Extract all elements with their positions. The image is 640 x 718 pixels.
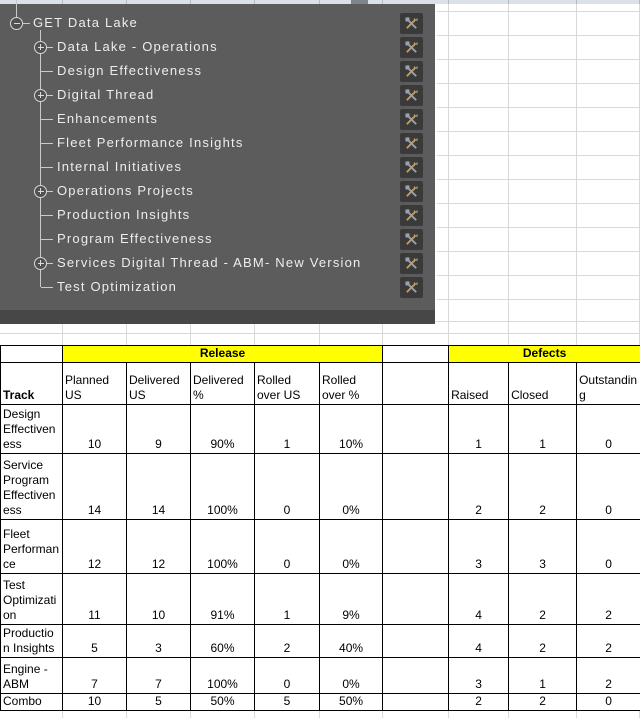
grid-line — [437, 275, 640, 276]
tree-item-label-production-insights[interactable]: Production Insights — [57, 207, 191, 222]
col-header-rolled-over-us: Rolled over US — [255, 363, 320, 405]
grid-line — [126, 321, 127, 345]
release-group-header: Release — [63, 346, 383, 363]
col-header-planned-us: Planned US — [63, 363, 127, 405]
cell: 1 — [509, 405, 577, 454]
cell: 1 — [509, 658, 577, 694]
grid-line — [62, 711, 63, 718]
table-row-engine-abm — [1, 658, 640, 694]
grid-line — [508, 321, 509, 345]
row-label: Design Effectiveness — [1, 405, 63, 454]
grid-line — [437, 59, 640, 60]
grid-line — [437, 11, 640, 12]
expand-plus-icon[interactable] — [34, 257, 47, 270]
tree-item-label-enhancements[interactable]: Enhancements — [57, 111, 159, 126]
col-header-track: Track — [1, 363, 63, 405]
hammer-wrench-icon — [404, 40, 419, 55]
cell: 100% — [191, 520, 255, 574]
cell: 2 — [449, 694, 509, 711]
table-row-service-program-effectiveness — [1, 454, 640, 520]
collapse-minus-icon[interactable] — [10, 17, 23, 30]
grid-line — [0, 333, 640, 334]
cell: 10 — [63, 405, 127, 454]
col-header-blank — [383, 363, 449, 405]
group-header-row — [1, 346, 640, 363]
col-header-raised: Raised — [449, 363, 509, 405]
tree-connector-tick — [41, 71, 53, 72]
grid-line — [254, 711, 255, 718]
grid-line — [437, 179, 640, 180]
cell: 100% — [191, 658, 255, 694]
grid-line — [437, 203, 640, 204]
cell: 1 — [449, 405, 509, 454]
grid-line — [448, 4, 449, 321]
row-tools-button-operations-projects[interactable] — [400, 181, 423, 202]
cell: 10 — [127, 574, 191, 625]
cell: 0 — [577, 454, 640, 520]
table-row-design-effectiveness — [1, 405, 640, 454]
tree-item-label-operations-projects[interactable]: Operations Projects — [57, 183, 194, 198]
grid-line — [437, 131, 640, 132]
tree-connector-tick — [41, 239, 53, 240]
grid-line — [62, 321, 63, 345]
tree-connector-tick — [23, 23, 30, 24]
cell: 3 — [449, 658, 509, 694]
release-defects-table — [0, 345, 640, 711]
cell: 90% — [191, 405, 255, 454]
cell: 100% — [191, 454, 255, 520]
hammer-wrench-icon — [404, 232, 419, 247]
corner-cell — [1, 346, 63, 363]
cell: 2 — [509, 625, 577, 658]
row-tools-button-program-effectiveness[interactable] — [400, 229, 423, 250]
cell: 2 — [577, 658, 640, 694]
cell: 0 — [577, 520, 640, 574]
grid-line — [190, 711, 191, 718]
cell: 0 — [577, 405, 640, 454]
hammer-wrench-icon — [404, 256, 419, 271]
row-tools-button-data-lake-operations[interactable] — [400, 37, 423, 58]
tree-connector-tick — [41, 215, 53, 216]
row-tools-button-internal-initiatives[interactable] — [400, 157, 423, 178]
grid-line — [508, 711, 509, 718]
table-row-fleet-performance — [1, 520, 640, 574]
tree-item-label-program-effectiveness[interactable]: Program Effectiveness — [57, 231, 213, 246]
hammer-wrench-icon — [404, 112, 419, 127]
cell — [383, 574, 449, 625]
grid-line — [576, 4, 577, 321]
cell: 0 — [255, 658, 320, 694]
cell: 10% — [320, 405, 383, 454]
row-tools-button-test-optimization[interactable] — [400, 277, 423, 298]
grid-line — [254, 321, 255, 345]
cell: 1 — [255, 405, 320, 454]
cell: 50% — [320, 694, 383, 711]
cell: 2 — [577, 574, 640, 625]
tree-item-label-design-effectiveness[interactable]: Design Effectiveness — [57, 63, 203, 78]
row-tools-button-fleet-performance-insights[interactable] — [400, 133, 423, 154]
row-tools-button-services-digital-thread-abm-new-version[interactable] — [400, 253, 423, 274]
grid-line — [319, 711, 320, 718]
tree-connector-tick — [41, 287, 53, 288]
hammer-wrench-icon — [404, 280, 419, 295]
tree-item-label-get-data-lake[interactable]: GET Data Lake — [33, 15, 138, 30]
row-tools-button-digital-thread[interactable] — [400, 85, 423, 106]
cell: 0% — [320, 520, 383, 574]
row-label: Production Insights — [1, 625, 63, 658]
row-label: Combo — [1, 694, 63, 711]
tree-item-label-internal-initiatives[interactable]: Internal Initiatives — [57, 159, 183, 174]
hammer-wrench-icon — [404, 160, 419, 175]
grid-line — [448, 321, 449, 345]
row-tools-button-get-data-lake[interactable] — [400, 13, 423, 34]
cell: 4 — [449, 574, 509, 625]
grid-line — [437, 251, 640, 252]
cell: 10 — [63, 694, 127, 711]
row-label: Test Optimization — [1, 574, 63, 625]
grid-line — [437, 107, 640, 108]
spacer-cell — [383, 346, 449, 363]
cell: 1 — [255, 574, 320, 625]
cell: 4 — [449, 625, 509, 658]
row-tools-button-design-effectiveness[interactable] — [400, 61, 423, 82]
tree-item-label-data-lake-operations[interactable]: Data Lake - Operations — [57, 39, 218, 54]
cell: 60% — [191, 625, 255, 658]
col-header-rolled-over-pct: Rolled over % — [320, 363, 383, 405]
cell — [383, 520, 449, 574]
cell: 0 — [255, 520, 320, 574]
hammer-wrench-icon — [404, 208, 419, 223]
tree-connector-tick — [41, 119, 53, 120]
grid-line — [448, 711, 449, 718]
hammer-wrench-icon — [404, 136, 419, 151]
table-row-production-insights — [1, 625, 640, 658]
cell — [383, 694, 449, 711]
col-header-delivered-us: Delivered US — [127, 363, 191, 405]
hammer-wrench-icon — [404, 184, 419, 199]
grid-line — [437, 35, 640, 36]
cell — [383, 405, 449, 454]
cell: 12 — [63, 520, 127, 574]
table-row-combo — [1, 694, 640, 711]
tree-item-label-services-digital-thread-abm-new-version[interactable]: Services Digital Thread - ABM- New Version — [57, 255, 362, 270]
cell: 50% — [191, 694, 255, 711]
cell: 14 — [127, 454, 191, 520]
cell: 7 — [127, 658, 191, 694]
grid-line — [382, 711, 383, 718]
cell: 14 — [63, 454, 127, 520]
tree-item-label-digital-thread[interactable]: Digital Thread — [57, 87, 155, 102]
tree-connector-tick — [41, 167, 53, 168]
grid-line — [576, 711, 577, 718]
cell: 2 — [509, 574, 577, 625]
row-label: Engine - ABM — [1, 658, 63, 694]
column-header-row — [1, 363, 640, 405]
cell — [383, 625, 449, 658]
cell: 40% — [320, 625, 383, 658]
cell — [383, 454, 449, 520]
cell: 12 — [127, 520, 191, 574]
grid-line — [382, 321, 383, 345]
grid-line — [190, 321, 191, 345]
grid-line — [437, 155, 640, 156]
row-tools-button-production-insights[interactable] — [400, 205, 423, 226]
hammer-wrench-icon — [404, 88, 419, 103]
grid-line — [437, 227, 640, 228]
tree-connector-tick — [41, 143, 53, 144]
cell: 2 — [449, 454, 509, 520]
grid-line — [319, 321, 320, 345]
defects-group-header: Defects — [449, 346, 640, 363]
hammer-wrench-icon — [404, 16, 419, 31]
cell: 0% — [320, 658, 383, 694]
col-header-outstanding: Outstanding — [577, 363, 640, 405]
cell: 3 — [127, 625, 191, 658]
row-label: Fleet Performance — [1, 520, 63, 574]
grid-line — [508, 4, 509, 321]
tree-item-label-fleet-performance-insights[interactable]: Fleet Performance Insights — [57, 135, 244, 150]
tree-item-label-test-optimization[interactable]: Test Optimization — [57, 279, 178, 294]
table-row-test-optimization — [1, 574, 640, 625]
cell: 5 — [63, 625, 127, 658]
cell: 2 — [509, 454, 577, 520]
col-header-delivered-pct: Delivered % — [191, 363, 255, 405]
cell: 2 — [509, 694, 577, 711]
grid-line — [437, 83, 640, 84]
hammer-wrench-icon — [404, 64, 419, 79]
cell: 2 — [577, 625, 640, 658]
grid-line — [437, 299, 640, 300]
grid-line — [126, 711, 127, 718]
cell: 91% — [191, 574, 255, 625]
cell: 7 — [63, 658, 127, 694]
row-tools-button-enhancements[interactable] — [400, 109, 423, 130]
cell: 0 — [577, 694, 640, 711]
cell: 3 — [509, 520, 577, 574]
expand-plus-icon[interactable] — [34, 185, 47, 198]
cell — [383, 658, 449, 694]
cell: 2 — [255, 625, 320, 658]
expand-plus-icon[interactable] — [34, 41, 47, 54]
col-header-closed: Closed — [509, 363, 577, 405]
cell: 11 — [63, 574, 127, 625]
cell: 5 — [127, 694, 191, 711]
cell: 5 — [255, 694, 320, 711]
cell: 9 — [127, 405, 191, 454]
expand-plus-icon[interactable] — [34, 89, 47, 102]
cell: 9% — [320, 574, 383, 625]
row-label: Service Program Effectiveness — [1, 454, 63, 520]
cell: 0% — [320, 454, 383, 520]
cell: 3 — [449, 520, 509, 574]
grid-line — [576, 321, 577, 345]
tree-panel-footer — [0, 310, 435, 324]
cell: 0 — [255, 454, 320, 520]
